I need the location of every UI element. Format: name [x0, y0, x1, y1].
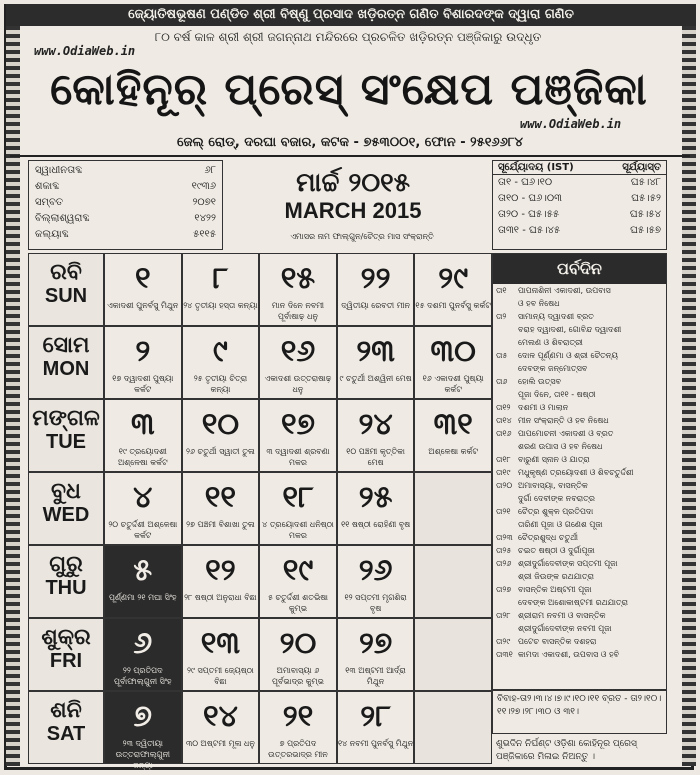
tithi-nakshatra: ୪ ତ୍ରୟୋଦଶୀ ଧନିଷ୍ଠା ମକର: [262, 520, 334, 540]
sunrise-sunset-box: [492, 160, 667, 250]
tithi-nakshatra: ୧୯ ତ୍ରୟୋଦଶୀ ଅଶ୍ଳେଷା କର୍କଟ: [117, 447, 168, 467]
era-row: [35, 163, 216, 179]
festival-name: ଚୈତ୍ରଶୁଦ୍ଧ ଚତୁର୍ଥୀ: [518, 533, 578, 542]
date-number: ୧୯: [282, 553, 314, 588]
sunset-time: ଘ୫।୪୮: [630, 177, 661, 188]
festival-row: [493, 570, 666, 583]
calendar-grid: [28, 253, 492, 770]
era-label: ସ୍ୱାଧୀନତାବ୍ଦ: [35, 165, 83, 176]
festival-row: [493, 518, 666, 531]
festival-row: [493, 466, 666, 479]
date-cell[interactable]: [414, 253, 492, 326]
festival-date: ତା୧: [496, 286, 507, 295]
festival-date: ତା୫: [496, 351, 508, 360]
festival-row: [493, 284, 666, 297]
date-cell[interactable]: [182, 618, 260, 691]
era-value: ୫୧୧୫: [193, 229, 216, 240]
date-cell[interactable]: [259, 472, 337, 545]
festival-date: [496, 388, 518, 401]
festival-row: [493, 596, 666, 609]
tithi-nakshatra: ୨୬ ଚତୁର୍ଥୀ ସ୍ୱାତୀ ତୁଳା: [186, 447, 255, 456]
date-cell[interactable]: [337, 253, 415, 326]
weekday-english: WED: [42, 504, 90, 526]
tithi-nakshatra: ୨୦ ଚତୁର୍ଦ୍ଦଶୀ ଅଶ୍ଳେଷା କର୍କଟ: [108, 520, 178, 540]
festival-name: ବାସନ୍ତିକ ଅଷ୍ଟମୀ ପୂଜା: [518, 585, 592, 594]
festival-name: ଶ୍ରୀ ଜିଉଙ୍କ ରଥଯାତ୍ରା: [518, 572, 594, 581]
date-cell[interactable]: [337, 618, 415, 691]
era-row: [35, 227, 216, 243]
festival-name: ପଟେଚ ବାସନ୍ତିକ ଦଶହରା: [518, 637, 597, 646]
tithi-nakshatra: ଏକାଦଶୀ ଉତ୍ତରାଷାଢ଼ ଧନୁ: [264, 374, 332, 394]
weekday-english: SAT: [46, 723, 86, 745]
festival-date: ତା୧୪: [496, 416, 512, 425]
festival-row: [493, 544, 666, 557]
date-cell[interactable]: [259, 545, 337, 618]
date-number: ୨୩: [356, 334, 395, 369]
date-cell[interactable]: [337, 399, 415, 472]
festival-date: ତା୨୩: [496, 533, 513, 542]
era-row: [35, 195, 216, 211]
tithi-nakshatra: ୨୪ ତୃତୀୟା ହସ୍ତା କନ୍ୟା: [183, 301, 258, 310]
weekday-label: [28, 691, 104, 764]
weekday-label: [28, 253, 104, 326]
weekday-odia: ଶନି: [50, 698, 82, 723]
festival-row: [493, 453, 666, 466]
festival-row: [493, 323, 666, 336]
festival-date: ତା୨୭: [496, 585, 512, 594]
date-number: ୨୫: [358, 480, 393, 515]
date-number: ୩୧: [433, 407, 473, 442]
festival-date: ତା୨୯: [496, 637, 511, 646]
date-number: ୧୬: [280, 334, 316, 369]
page-title: କୋହିନୂର୍ ପ୍ରେସ୍ ସଂକ୍ଷେପ ପଞ୍ଜିକା: [50, 64, 648, 115]
website-right[interactable]: www.OdiaWeb.in: [520, 117, 622, 131]
festival-name: ମଧୁକୃଷ୍ଣ ତ୍ରୟୋଦଶୀ ଓ ଶିବଚତୁର୍ଦ୍ଦଶୀ: [518, 468, 634, 477]
date-cell[interactable]: [337, 691, 415, 764]
empty-cell: [414, 545, 492, 618]
sunrise-time: ତା୧ - ଘ୬।୧୦: [498, 177, 553, 188]
festival-name: କାମଦା ଏକାଦଶୀ, ଉପବାସ ଓ ହବି: [518, 650, 620, 659]
tithi-nakshatra: ଅମାବାସ୍ୟା ୬ ପୂର୍ବଭାଦ୍ର କୁମ୍ଭ: [272, 666, 324, 686]
footer-note: ଶୁଭଦିନ ନିର୍ଘଣ୍ଟ ଓଡ଼ିଶା କୋହିନୂର ପ୍ରେସ୍ ପଞ୍ଜିକାରେ ମିଳାଇ ନିଅନ୍ତୁ ।: [496, 739, 637, 762]
date-cell[interactable]: [259, 691, 337, 764]
date-number: ୧୦: [201, 407, 240, 442]
date-cell[interactable]: [182, 472, 260, 545]
sunrise-time: ତା୨୦ - ଘ୫।୫୫: [498, 209, 560, 220]
date-cell[interactable]: [259, 253, 337, 326]
date-number: ୨୨: [360, 261, 391, 296]
tithi-nakshatra: ୧୨ ସପ୍ତମୀ ମୃଗଶିରା ବୃଷ: [344, 593, 407, 613]
date-cell[interactable]: [104, 545, 182, 618]
tithi-nakshatra: ୩ ଦ୍ୱାଦଶୀ ଶ୍ରବଣା ମକର: [266, 447, 330, 467]
era-value: ୨୦୭୧: [192, 197, 216, 208]
festival-name: ପାପମୋଚନୀ ଏକାଦଶୀ ଓ ବ୍ରତ: [518, 429, 614, 438]
date-number: ୪: [133, 480, 153, 515]
festival-name: ବାରୁଣୀ ସ୍ନାନ ଓ ଯାତ୍ରା: [518, 455, 590, 464]
date-number: ୨୪: [358, 407, 393, 442]
date-number: ୧୪: [202, 699, 238, 734]
empty-cell: [414, 472, 492, 545]
festival-name: ଶ୍ରୀରାମ ନବମୀ ଓ ବାସନ୍ତିକ: [518, 611, 606, 620]
festival-row: [493, 375, 666, 388]
sunset-header: ସୂର୍ଯ୍ୟାସ୍ତ: [622, 162, 661, 173]
date-cell[interactable]: [259, 399, 337, 472]
subline: ୮୦ ବର୍ଷ କାଳ ଶ୍ରୀ ଶ୍ରୀ ଜଗନ୍ନାଥ ମନ୍ଦିରରେ ପ୍ରଚଳିତ ଖଡ଼ିରତ୍ନ ପଞ୍ଜିକାରୁ ଉଦ୍ଧୃତ: [154, 30, 542, 44]
festival-name: ଶ୍ରୀଦୁର୍ଗାଦେବୀଙ୍କ ନବମୀ ପୂଜା: [518, 624, 612, 633]
tithi-nakshatra: ୨୭ ପଞ୍ଚମୀ ବିଶାଖା ତୁଳା: [186, 520, 255, 529]
tithi-nakshatra: ମାନ ଦିନେ ନବମୀ ପୂର୍ବାଷାଢ଼ ଧନୁ: [271, 301, 325, 321]
era-value: ୧୪୨୨: [194, 213, 216, 224]
date-cell[interactable]: [414, 399, 492, 472]
festival-name: ଦଶମୀ ଓ ମାଲାନ: [518, 403, 569, 412]
weekday-label: [28, 545, 104, 618]
date-cell[interactable]: [104, 618, 182, 691]
date-cell[interactable]: [104, 253, 182, 326]
festival-row: [493, 479, 666, 492]
festival-name: ଦେବଙ୍କ ଜନ୍ମୋତ୍ସବ: [518, 364, 588, 373]
tithi-nakshatra: ୯ ଚତୁର୍ଥୀ ଅଶ୍ୱିନୀ ମେଷ: [339, 374, 412, 383]
tithi-nakshatra: ୧୬ ଏକାଦଶୀ ପୁଷ୍ୟା କର୍କଟ: [422, 374, 484, 394]
date-cell[interactable]: [182, 691, 260, 764]
date-number: ୩: [131, 407, 155, 442]
date-number: ୧୩: [200, 626, 240, 661]
festival-title: ପର୍ବଦିନ: [493, 254, 666, 284]
festival-row: [493, 336, 666, 349]
tithi-nakshatra: ଏକାଦଶୀ ପୁନର୍ବସୁ ମିଥୁନ: [107, 301, 179, 310]
date-number: ୨୮: [360, 699, 391, 734]
sunrise-row: [493, 191, 666, 207]
festival-date: [496, 492, 518, 505]
date-number: ୨: [135, 334, 151, 369]
festival-date: [496, 622, 518, 635]
weekday-label: [28, 618, 104, 691]
sunrise-row: [493, 175, 666, 191]
festival-row: [493, 427, 666, 440]
festival-row: [493, 622, 666, 635]
festival-name: ଓ ହବ ନିଷେଧ: [518, 299, 560, 308]
weekday-odia: ମଙ୍ଗଳ: [32, 406, 100, 431]
tithi-nakshatra: ୧୪ ନବମୀ ପୁନର୍ବସୁ ମିଥୁନ: [337, 739, 414, 748]
festival-name: ଦେବଙ୍କ ଅଶୋକାଷ୍ଟମୀ ରଥଯାତ୍ରା: [518, 598, 628, 607]
tithi-nakshatra: ୧୧ ଷଷ୍ଠୀ ରୋହିଣୀ ବୃଷ: [341, 520, 411, 529]
tithi-nakshatra: ପୂର୍ଣ୍ଣମା ୨୧ ମଘା ସିଂହ: [108, 593, 177, 602]
era-row: [35, 179, 216, 195]
tithi-nakshatra: ୨୮ ଷଷ୍ଠୀ ଅନୁରାଧା ବିଛା: [184, 593, 257, 602]
sunset-time: ଘ୫।୫୭: [630, 225, 661, 236]
date-number: ୨୦: [279, 626, 317, 661]
tithi-nakshatra: ୧୦ ପଞ୍ଚମୀ କୃତ୍ତିକା ମେଷ: [346, 447, 405, 467]
festival-name: ଅମାବାସ୍ୟା, ବାସନ୍ତିକ: [518, 481, 588, 490]
tithi-nakshatra: ଅଶ୍ଳେଷା କର୍କଟ: [428, 447, 479, 456]
tithi-nakshatra: ୨୯ ସପ୍ତମୀ ଜ୍ୟେଷ୍ଠା ବିଛା: [186, 666, 254, 686]
date-cell[interactable]: [104, 326, 182, 399]
festival-name: ଶ୍ରୀଦୁର୍ଗାଦେବୀଙ୍କ ସପ୍ତମୀ ପୂଜା: [518, 559, 618, 568]
festival-name: ପାପନାଶିନୀ ଏକାଦଶୀ, ଉପବାସ: [518, 286, 611, 295]
date-number: ୧୧: [204, 480, 237, 515]
left-border-ornament: [6, 26, 20, 766]
weekday-odia: ବୁଧ: [51, 479, 81, 504]
era-label: ସମ୍ବତ: [35, 197, 63, 208]
date-cell[interactable]: [104, 399, 182, 472]
date-number: ୮: [212, 261, 229, 296]
date-cell[interactable]: [259, 326, 337, 399]
festival-date: [496, 440, 518, 453]
sunrise-row: [493, 223, 666, 239]
date-cell[interactable]: [104, 472, 182, 545]
empty-cell: [414, 691, 492, 764]
date-number: ୧୨: [205, 553, 236, 588]
tithi-nakshatra: ୨୩ ଦ୍ୱିତୀୟା ଉତ୍ତରାଫାଲ୍ଗୁନୀ କନ୍ୟା: [115, 739, 170, 770]
date-cell[interactable]: [182, 326, 260, 399]
festival-date: [496, 518, 518, 531]
tithi-nakshatra: ୨୫ ତୃତୀୟା ଚିତ୍ରା କନ୍ୟା: [193, 374, 248, 394]
date-cell[interactable]: [182, 545, 260, 618]
festival-date: ତା୨୬: [496, 559, 512, 568]
festival-date: [496, 297, 518, 310]
festival-name: ମୀନ ସଂକ୍ରାନ୍ତି ଓ ହବ ନିଷେଧ: [518, 416, 609, 425]
divider: [10, 155, 690, 157]
date-number: ୧୫: [280, 261, 316, 296]
right-border-ornament: [682, 26, 696, 766]
weekday-label: [28, 399, 104, 472]
festival-name: ଶରଣ ଉପାସ ଓ ହବ ନିଷେଧ: [518, 442, 603, 451]
date-cell[interactable]: [414, 326, 492, 399]
sunset-time: ଘ୫।୫୨: [631, 193, 661, 204]
festival-row: [493, 492, 666, 505]
month-english: MARCH 2015: [284, 198, 422, 223]
festival-date: ତା୧୨: [496, 403, 511, 412]
festival-row: [493, 414, 666, 427]
festival-name: ଚଇତ ଷଷ୍ଠୀ ଓ ଦୁର୍ଗାପୂଜା: [518, 546, 595, 555]
festival-date: ତା୬: [496, 377, 508, 386]
festival-name: ତାରିଣୀ ପୂଜା ଓ ଗଣେଶ ପୂଜା: [518, 520, 603, 529]
marriage-dates: ବିବାହ-ତା୨।୩।୪।୭।୯।୧୦।୧୧ ବ୍ରତ - ତା୨।୧୦।୧୧।୨୭।୨୮।୩୦ ଓ ୩୧।: [492, 690, 667, 734]
date-number: ୧୮: [282, 480, 314, 515]
festival-name: ସାମାନ୍ୟ ଦ୍ୱାଦଶୀ ବ୍ରତ: [518, 312, 594, 321]
festival-date: [496, 362, 518, 375]
tithi-nakshatra: ୨୨ ପ୍ରତିପଦ ପୂର୍ବାଫାଲ୍ଗୁନୀ ସିଂହ: [113, 666, 172, 686]
sunset-time: ଘ୫।୫୪: [629, 209, 661, 220]
month-odia: ମାର୍ଚ୍ଚ ୨୦୧୫: [296, 168, 410, 198]
month-note: ଏମାସର ନାମ ଫାଲ୍ଗୁନ/ଚୈତ୍ର ମାସ ସଂକ୍ରାନ୍ତି: [290, 232, 434, 241]
festival-row: [493, 349, 666, 362]
festival-date: ତା୧୮: [496, 455, 511, 464]
sunrise-header: ସୂର୍ଯ୍ୟୋଦୟ (IST): [498, 162, 574, 173]
date-number: ୯: [212, 334, 228, 369]
festival-name: ବରାହ ଦ୍ୱାଦଶୀ, ଗୋବିନ୍ଦ ଦ୍ୱାଦଶୀ: [518, 325, 622, 334]
festival-date: ତା୧୯: [496, 468, 511, 477]
tithi-nakshatra: ଦ୍ୱିତୀୟା ରେବତୀ ମୀନ: [341, 301, 410, 310]
tithi-nakshatra: ୧୩ ଅଷ୍ଟମୀ ଆର୍ଦ୍ରା ମିଥୁନ: [345, 666, 406, 686]
festival-name: ମେଲଣ ଓ ଶିବରାତ୍ରୀ: [518, 338, 583, 347]
weekday-english: THU: [45, 577, 87, 599]
era-value: ୧୯୩୬: [191, 181, 216, 192]
date-number: ୨୭: [358, 626, 393, 661]
festival-date: ତା୩୧: [496, 650, 513, 659]
era-label: ଶକାବ୍ଦ: [35, 181, 60, 192]
festival-date: ତା୨୫: [496, 546, 512, 555]
festival-row: [493, 388, 666, 401]
weekday-odia: ଗୁରୁ: [49, 552, 83, 577]
date-number: ୧: [134, 261, 151, 296]
festival-row: [493, 362, 666, 375]
date-number: ୫: [133, 553, 153, 588]
festival-date: ତା୨: [496, 312, 507, 321]
date-number: ୬: [133, 626, 153, 661]
weekday-odia: ରବି: [50, 260, 82, 285]
era-label: ବିଲ୍ଲାଶ୍ୱରାବ୍ଦ: [35, 213, 90, 224]
weekday-english: TUE: [46, 431, 86, 453]
date-number: ୨୧: [282, 699, 314, 734]
tithi-nakshatra: ୫ ଚତୁର୍ଦ୍ଦଶୀ ଶତଭିଷା କୁମ୍ଭ: [267, 593, 328, 613]
era-row: [35, 211, 216, 227]
weekday-odia: ସୋମ: [42, 333, 90, 358]
date-number: ୨୯: [438, 261, 469, 296]
date-number: ୨୬: [358, 553, 393, 588]
weekday-odia: ଶୁକ୍ର: [41, 625, 91, 650]
festival-row: [493, 297, 666, 310]
date-number: ୩୦: [430, 334, 476, 369]
empty-cell: [414, 618, 492, 691]
weekday-english: SUN: [44, 285, 88, 307]
festival-date: ତା୨୮: [496, 611, 511, 620]
weekday-label: [28, 472, 104, 545]
festival-row: [493, 557, 666, 570]
festival-name: ପୂଜା ଦିନେ, ତା୧୧ - ଷଷ୍ଠୀ: [518, 390, 596, 399]
festival-name: ଚୈତ୍ର ଶୁକ୍ଳ ପ୍ରତିପଦା: [518, 507, 594, 516]
tithi-nakshatra: ୧୭ ଦ୍ୱାଦଶୀ ପୁଷ୍ୟା କର୍କଟ: [112, 374, 174, 394]
era-value: ୬୮: [204, 165, 216, 176]
era-info-box: [28, 160, 223, 250]
era-label: କଲ୍ୟାବ୍ଦ: [35, 229, 69, 240]
festival-date: [496, 596, 518, 609]
date-cell[interactable]: [182, 253, 260, 326]
festival-panel: [492, 253, 667, 690]
tithi-nakshatra: ୭ ପ୍ରତିପଦ ଉତ୍ତରଭାଦ୍ର ମୀନ: [268, 739, 328, 759]
festival-date: [496, 570, 518, 583]
sunrise-time: ତା୩୧ - ଘ୫।୪୫: [498, 225, 561, 236]
tithi-nakshatra: ୩୦ ଅଷ୍ଟମୀ ମୂଳା ଧନୁ: [185, 739, 255, 748]
festival-name: ଦୋଳ ପୂର୍ଣ୍ଣମା ଓ ଶ୍ରୀ ଚୈତନ୍ୟ: [518, 351, 618, 360]
weekday-label: [28, 326, 104, 399]
date-number: ୭: [133, 699, 152, 734]
date-cell[interactable]: [182, 399, 260, 472]
festival-row: [493, 648, 666, 661]
festival-row: [493, 583, 666, 596]
date-cell[interactable]: [337, 545, 415, 618]
festival-name: ହୋଲି ଉତ୍ସବ: [518, 377, 562, 386]
date-cell[interactable]: [337, 326, 415, 399]
festival-row: [493, 401, 666, 414]
festival-date: ତା୧୬: [496, 429, 512, 438]
festival-name: ଦୁର୍ଗା ଦେବୀଙ୍କ ନବରାତ୍ର: [518, 494, 595, 503]
date-cell[interactable]: [104, 691, 182, 770]
date-number: ୧୭: [280, 407, 315, 442]
astrologer-banner: ଜ୍ୟୋତିଷଭୂଷଣ ପଣ୍ଡିତ ଶ୍ରୀ ବିଷ୍ଣୁ ପ୍ରସାଦ ଖଡ଼ିରତ୍ନ ଗଣିତ ବିଶାରଦଙ୍କ ଦ୍ୱାରା ଗଣିତ: [6, 4, 696, 26]
festival-date: ତା୨୦: [496, 481, 513, 490]
tithi-nakshatra: ୧୫ ଦଶମୀ ପୁନର୍ବସୁ କର୍କଟ: [415, 301, 491, 310]
website-left[interactable]: www.OdiaWeb.in: [34, 44, 136, 58]
festival-date: [496, 336, 518, 349]
festival-row: [493, 609, 666, 622]
sunrise-time: ତା୧୦ - ଘ୬।୦୩: [498, 193, 562, 204]
weekday-english: MON: [42, 358, 90, 380]
festival-row: [493, 440, 666, 453]
date-cell[interactable]: [259, 618, 337, 691]
festival-row: [493, 310, 666, 323]
sunrise-row: [493, 207, 666, 223]
festival-row: [493, 505, 666, 518]
press-address: ଜେଲ୍ ରୋଡ୍, ଦରଘା ବଜାର, କଟକ - ୭୫୩୦୦୧, ଫୋନ - ୨୫୧୬୬୮୪: [177, 135, 523, 150]
weekday-english: FRI: [49, 650, 83, 672]
festival-row: [493, 635, 666, 648]
date-cell[interactable]: [337, 472, 415, 545]
festival-date: [496, 323, 518, 336]
festival-date: ତା୨୧: [496, 507, 511, 516]
festival-row: [493, 531, 666, 544]
